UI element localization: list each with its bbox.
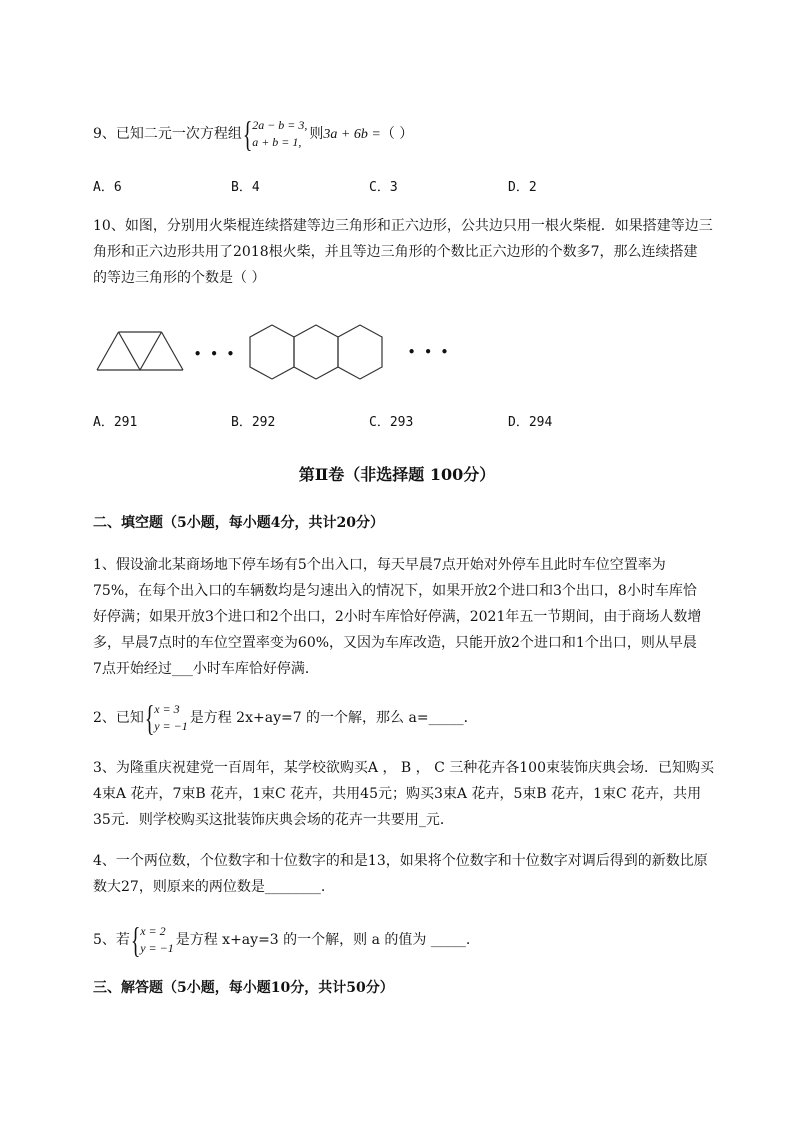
f5-prefix: 5、若 [93, 932, 130, 948]
f4-line-1: 4、一个两位数，个位数字和十位数字的和是13，如果将个位数字和十位数字对调后得到的新数比原 [93, 853, 708, 869]
triangles-figure [94, 331, 194, 381]
f1-line-5: 7点开始经过___小时车库恰好停满． [93, 661, 319, 677]
f1-line-1: 1、假设渝北某商场地下停车场有5个出入口，每天早晨7点开始对外停车且此时车位空置率为 [93, 557, 666, 573]
left-brace-icon: { [144, 698, 155, 738]
f2-equation-system [144, 700, 190, 736]
q10-option-d: D．294 [508, 415, 553, 430]
left-brace-icon: { [130, 920, 141, 960]
section-2-heading: 二、填空题（5小题，每小题4分，共计20分） [93, 515, 384, 531]
q9-option-a: A．6 [93, 180, 122, 195]
fill-question-5 [93, 922, 470, 958]
f5-text: 是方程 x+ay=3 的一个解，则 a 的值为 _____. [175, 932, 471, 948]
q9-option-b: B．4 [231, 180, 260, 195]
f5-eq2: y = −1 [140, 941, 174, 955]
f1-line-3: 好停满；如果开放3个进口和2个出口，2小时车库恰好停满，2021年五一节期间，由于商场人数增 [93, 609, 702, 625]
q9-option-c: C．3 [369, 180, 398, 195]
fill-question-4 [93, 848, 753, 900]
left-brace-icon: { [242, 114, 253, 154]
q10-option-b: B．292 [231, 415, 276, 430]
hexagons-figure [248, 321, 398, 385]
q10-line-3: 的等边三角形的个数是（ ） [93, 270, 266, 286]
f3-line-1: 3、为隆重庆祝建党一百周年，某学校欲购买A ， B ， C 三种花卉各100束装饰庆典会场．已知购买 [93, 760, 714, 776]
f5-equation-system [130, 922, 176, 958]
f3-line-2: 4束A 花卉，7束B 花卉，1束C 花卉，共用45元；购买3束A 花卉，5束B 花卉，1束C 花卉，共用 [93, 786, 702, 802]
f2-eq2: y = −1 [154, 719, 188, 733]
section-3-heading: 三、解答题（5小题，每小题10分，共计50分） [93, 980, 394, 996]
fill-question-2 [93, 700, 478, 736]
q10-option-a: A．291 [93, 415, 138, 430]
q9-expression: 3a + 6b = [323, 127, 381, 142]
fill-question-1 [93, 552, 753, 682]
f1-line-4: 多，早晨7点时的车位空置率变为60%，又因为车库改造，只能开放2个进口和1个出口，则从早晨 [93, 635, 697, 651]
q10-line-1: 10、如图，分别用火柴棍连续搭建等边三角形和正六边形，公共边只用一根火柴棍．如果搭建等边三 [93, 218, 713, 234]
q9-eq2: a + b = 1, [252, 135, 302, 149]
f5-eq1: x = 2 [140, 924, 166, 938]
q9-suffix: 则 [309, 126, 324, 142]
triangle-ellipsis: • • • [194, 347, 236, 361]
q9-equation-system [242, 116, 309, 152]
q10-stem [93, 213, 753, 291]
f3-line-3: 35元．则学校购买这批装饰庆典会场的花卉一共要用_元． [93, 812, 454, 828]
f2-text: 是方程 2x+ay=7 的一个解，那么 a=_____． [189, 710, 478, 726]
q10-option-c: C．293 [369, 415, 414, 430]
hexagon-ellipsis: • • • [408, 345, 450, 359]
f2-eq1: x = 3 [154, 702, 180, 716]
q9-stem [93, 116, 413, 152]
q9-prefix: 9、已知二元一次方程组 [93, 126, 242, 142]
f4-line-2: 数大27，则原来的两位数是________. [93, 879, 326, 895]
part-2-title: 第Ⅱ卷（非选择题 100分） [298, 465, 496, 484]
q9-eq1: 2a − b = 3, [252, 118, 308, 132]
q9-option-d: D．2 [508, 180, 537, 195]
f2-prefix: 2、已知 [93, 710, 144, 726]
fill-question-3 [93, 755, 753, 833]
f1-line-2: 75%，在每个出入口的车辆数均是匀速出入的情况下，如果开放2个进口和3个出口，8小时车库恰 [93, 583, 697, 599]
q10-line-2: 角形和正六边形共用了2018根火柴，并且等边三角形的个数比正六边形的个数多7，那么连续搭建 [93, 244, 698, 260]
q9-answer-paren: （ ） [380, 126, 414, 142]
